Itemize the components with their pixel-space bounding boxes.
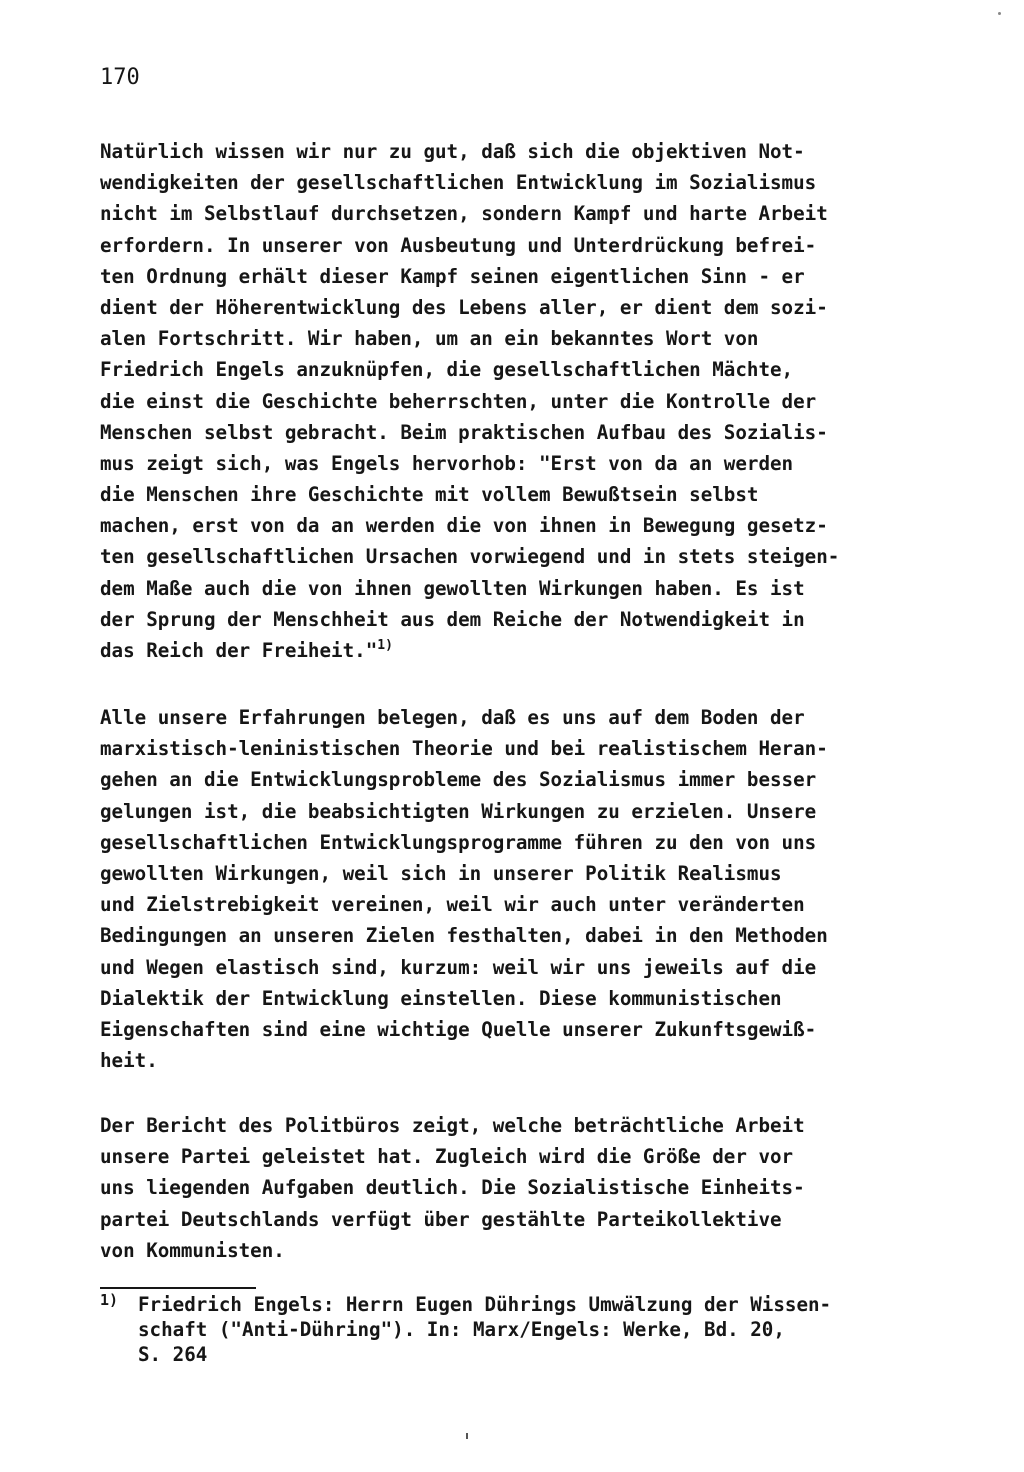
paragraph-3 [100, 1110, 805, 1266]
text-line-last: das Reich der Freiheit." [100, 639, 378, 662]
text-line: dient der Höherentwicklung des Lebens aller, er dient dem sozi- [100, 295, 828, 319]
text-line: ten Ordnung erhält dieser Kampf seinen eigentlichen Sinn - er [100, 264, 805, 288]
text-line: machen, erst von da an werden die von ihnen in Bewegung gesetz- [100, 514, 828, 538]
text-line: ten gesellschaftlichen Ursachen vorwiegend und in stets steigen- [100, 545, 840, 569]
text-line: Der Bericht des Politbüros zeigt, welche beträchtliche Arbeit [100, 1114, 805, 1137]
text-line: nicht im Selbstlauf durchsetzen, sondern Kampf und harte Arbeit [100, 202, 828, 226]
footnote-line: Friedrich Engels: Herrn Eugen Dührings Umwälzung der Wissen- [138, 1293, 832, 1316]
text-line: gesellschaftlichen Entwicklungsprogramme führen zu den von uns [100, 830, 817, 854]
text-line: der Sprung der Menschheit aus dem Reiche der Notwendigkeit in [100, 607, 805, 631]
text-line: uns liegenden Aufgaben deutlich. Die Sozialistische Einheits- [100, 1176, 805, 1200]
text-line: mus zeigt sich, was Engels hervorhob: "Erst von da an werden [100, 451, 794, 475]
text-line: gelungen ist, die beabsichtigten Wirkungen zu erzielen. Unsere [100, 799, 817, 823]
text-line: erfordern. In unserer von Ausbeutung und Unterdrückung befrei- [100, 233, 817, 257]
text-line: Alle unsere Erfahrungen belegen, daß es uns auf dem Boden der [100, 706, 805, 729]
text-line: heit. [100, 1049, 158, 1073]
footnote-line: S. 264 [138, 1343, 208, 1366]
text-line: wendigkeiten der gesellschaftlichen Entwicklung im Sozialismus [100, 171, 817, 195]
text-line: und Zielstrebigkeit vereinen, weil wir auch unter veränderten [100, 893, 805, 917]
page-number: 170 [100, 65, 140, 90]
text-line: Menschen selbst gebracht. Beim praktischen Aufbau des Sozialis- [100, 420, 828, 444]
text-line: unsere Partei geleistet hat. Zugleich wird die Größe der vor [100, 1145, 794, 1169]
footnote-text [138, 1292, 831, 1367]
text-line: alen Fortschritt. Wir haben, um an ein bekanntes Wort von [100, 327, 759, 351]
text-line-with-footnote [100, 635, 839, 666]
footnote-reference[interactable]: 1) [377, 638, 393, 653]
text-line: marxistisch-leninistischen Theorie und bei realistischem Heran- [100, 737, 828, 761]
footnote-number: 1) [100, 1291, 119, 1309]
text-line: partei Deutschlands verfügt über gestählte Parteikollektive [100, 1207, 782, 1231]
text-line: Eigenschaften sind eine wichtige Quelle unserer Zukunftsgewiß- [100, 1017, 817, 1041]
footnote-divider [100, 1287, 256, 1289]
scan-mark [466, 1433, 468, 1439]
scan-speck [998, 12, 1001, 15]
footnote [100, 1292, 831, 1367]
paragraph-1 [100, 136, 839, 666]
text-line: dem Maße auch die von ihnen gewollten Wirkungen haben. Es ist [100, 576, 805, 600]
text-line: Bedingungen an unseren Zielen festhalten, dabei in den Methoden [100, 924, 828, 948]
text-line: gehen an die Entwicklungsprobleme des Sozialismus immer besser [100, 768, 817, 792]
text-line: von Kommunisten. [100, 1238, 285, 1262]
text-line: Friedrich Engels anzuknüpfen, die gesellschaftlichen Mächte, [100, 358, 794, 382]
footnote-line: schaft ("Anti-Dühring"). In: Marx/Engels: Werke, Bd. 20, [138, 1318, 785, 1341]
paragraph-2 [100, 702, 828, 1076]
text-line: Natürlich wissen wir nur zu gut, daß sich die objektiven Not- [100, 140, 805, 163]
text-line: die einst die Geschichte beherrschten, unter die Kontrolle der [100, 389, 817, 413]
text-line: die Menschen ihre Geschichte mit vollem Bewußtsein selbst [100, 483, 759, 507]
text-line: gewollten Wirkungen, weil sich in unserer Politik Realismus [100, 861, 782, 885]
text-line: Dialektik der Entwicklung einstellen. Diese kommunistischen [100, 986, 782, 1010]
text-line: und Wegen elastisch sind, kurzum: weil wir uns jeweils auf die [100, 955, 817, 979]
